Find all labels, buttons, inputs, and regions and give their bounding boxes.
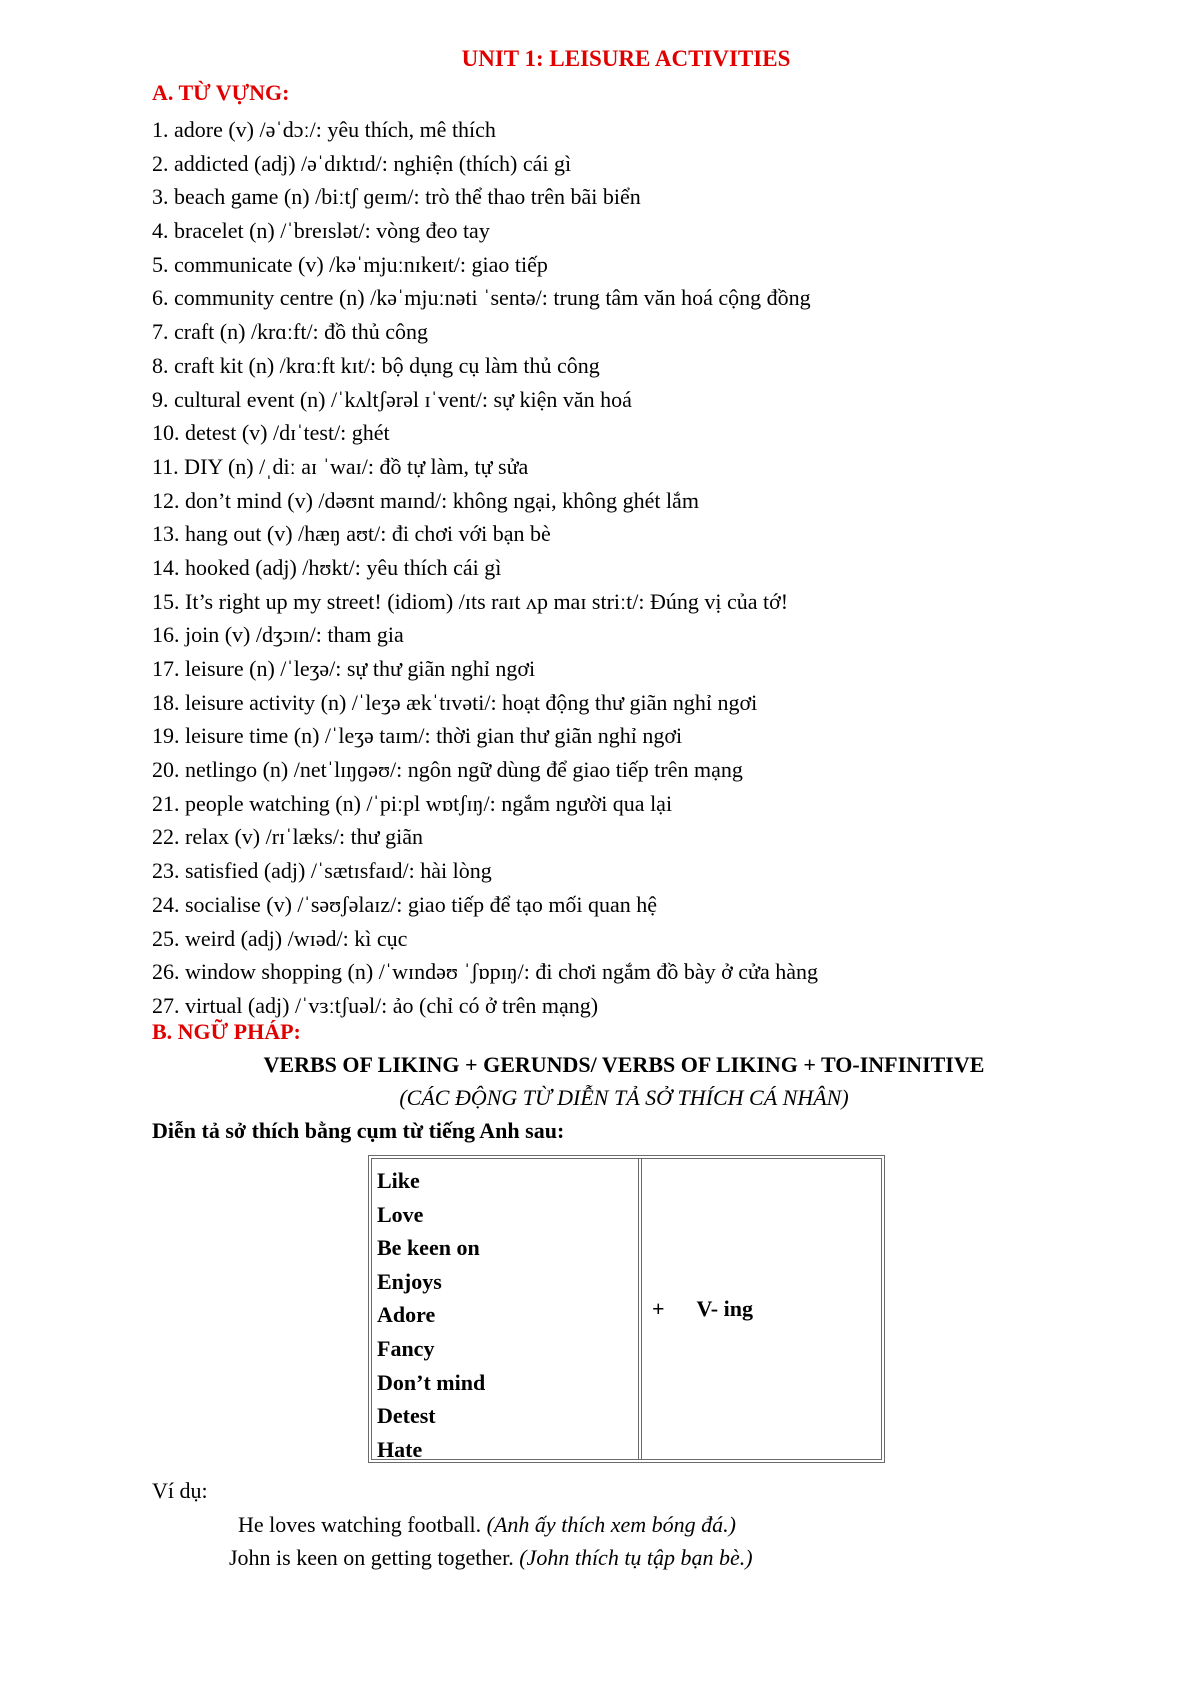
vocab-item: 21. people watching (n) /ˈpiːpl wɒtʃɪŋ/: ngắm người qua lại bbox=[152, 790, 673, 816]
grammar-subtitle: (CÁC ĐỘNG TỪ DIỄN TẢ SỞ THÍCH CÁ NHÂN) bbox=[399, 1085, 849, 1110]
vocabulary-list bbox=[152, 113, 818, 1023]
formula-plus: + bbox=[652, 1296, 665, 1321]
example-translation: (John thích tụ tập bạn bè.) bbox=[519, 1545, 753, 1570]
example-translation: (Anh ấy thích xem bóng đá.) bbox=[486, 1512, 736, 1537]
section-b-heading: B. NGỮ PHÁP: bbox=[152, 1019, 301, 1044]
verb-item: Fancy bbox=[377, 1335, 435, 1361]
vocab-item: 13. hang out (v) /hæŋ aʊt/: đi chơi với bạn bè bbox=[152, 521, 551, 547]
vocab-item: 22. relax (v) /rɪˈlæks/: thư giãn bbox=[152, 824, 423, 850]
example-text: He loves watching football. bbox=[238, 1512, 487, 1537]
vocab-item: 8. craft kit (n) /krɑːft kɪt/: bộ dụng cụ làm thủ công bbox=[152, 352, 600, 378]
verb-item: Detest bbox=[377, 1403, 436, 1429]
vocab-item: 15. It’s right up my street! (idiom) /ɪts raɪt ʌp maɪ striːt/: Đúng vị của tớ! bbox=[152, 588, 789, 614]
formula-form: V- ing bbox=[696, 1296, 753, 1321]
section-a-heading: A. TỪ VỰNG: bbox=[152, 80, 290, 105]
vocab-item: 20. netlingo (n) /netˈlɪŋɡəʊ/: ngôn ngữ dùng để giao tiếp trên mạng bbox=[152, 757, 743, 783]
vocab-item: 6. community centre (n) /kəˈmjuːnəti ˈsentə/: trung tâm văn hoá cộng đồng bbox=[152, 285, 811, 311]
verb-item: Don’t mind bbox=[377, 1369, 486, 1395]
vocab-item: 5. communicate (v) /kəˈmjuːnɪkeɪt/: giao tiếp bbox=[152, 251, 548, 277]
vocab-item: 12. don’t mind (v) /dəʊnt maɪnd/: không ngại, không ghét lắm bbox=[152, 487, 699, 513]
vocab-item: 11. DIY (n) /ˌdiː aɪ ˈwaɪ/: đồ tự làm, tự sửa bbox=[152, 453, 529, 479]
verbs-table bbox=[368, 1155, 885, 1463]
vocab-item: 27. virtual (adj) /ˈvɜːtʃuəl/: ảo (chỉ có ở trên mạng) bbox=[152, 992, 599, 1018]
verbs-list bbox=[377, 1164, 485, 1466]
vocab-item: 2. addicted (adj) /əˈdɪktɪd/: nghiện (thích) cái gì bbox=[152, 150, 572, 176]
vocab-item: 24. socialise (v) /ˈsəʊʃəlaɪz/: giao tiếp để tạo mối quan hệ bbox=[152, 891, 658, 917]
vocab-item: 18. leisure activity (n) /ˈleʒə ækˈtɪvəti/: hoạt động thư giãn nghỉ ngơi bbox=[152, 689, 758, 715]
vocab-item: 19. leisure time (n) /ˈleʒə taɪm/: thời gian thư giãn nghỉ ngơi bbox=[152, 723, 683, 749]
verb-item: Like bbox=[377, 1168, 420, 1193]
example-sentence bbox=[229, 1545, 753, 1571]
verb-item: Hate bbox=[377, 1436, 423, 1462]
vocab-item: 10. detest (v) /dɪˈtest/: ghét bbox=[152, 420, 390, 446]
example-sentence bbox=[238, 1512, 736, 1538]
vocab-item: 17. leisure (n) /ˈleʒə/: sự thư giãn nghỉ ngơi bbox=[152, 656, 536, 681]
verb-item: Be keen on bbox=[377, 1235, 480, 1261]
vocab-item: 23. satisfied (adj) /ˈsætɪsfaɪd/: hài lòng bbox=[152, 858, 492, 884]
verb-item: Enjoys bbox=[377, 1268, 442, 1294]
vocab-item: 25. weird (adj) /wɪəd/: kì cục bbox=[152, 925, 408, 951]
vocab-item: 3. beach game (n) /biːtʃ ɡeɪm/: trò thể thao trên bãi biển bbox=[152, 184, 641, 210]
vocab-item: 16. join (v) /dʒɔɪn/: tham gia bbox=[152, 622, 404, 648]
verb-item: Love bbox=[377, 1201, 424, 1227]
vocab-item: 1. adore (v) /əˈdɔː/: yêu thích, mê thích bbox=[152, 117, 496, 142]
vocab-item: 26. window shopping (n) /ˈwɪndəʊ ˈʃɒpɪŋ/: đi chơi ngắm đồ bày ở cửa hàng bbox=[152, 959, 818, 985]
grammar-intro: Diễn tả sở thích bằng cụm từ tiếng Anh sau: bbox=[152, 1118, 565, 1143]
verb-item: Adore bbox=[377, 1302, 436, 1328]
grammar-title: VERBS OF LIKING + GERUNDS/ VERBS OF LIKING + TO-INFINITIVE bbox=[263, 1052, 985, 1077]
example-text: John is keen on getting together. bbox=[229, 1545, 520, 1570]
formula-cell bbox=[642, 1159, 881, 1459]
vocab-item: 4. bracelet (n) /ˈbreɪslət/: vòng đeo tay bbox=[152, 218, 490, 244]
vocab-item: 7. craft (n) /krɑːft/: đồ thủ công bbox=[152, 319, 429, 345]
vocab-item: 9. cultural event (n) /ˈkʌltʃərəl ɪˈvent/: sự kiện văn hoá bbox=[152, 386, 632, 412]
unit-title: UNIT 1: LEISURE ACTIVITIES bbox=[461, 46, 791, 71]
example-label: Ví dụ: bbox=[152, 1478, 208, 1503]
vocab-item: 14. hooked (adj) /hʊkt/: yêu thích cái gì bbox=[152, 554, 502, 580]
